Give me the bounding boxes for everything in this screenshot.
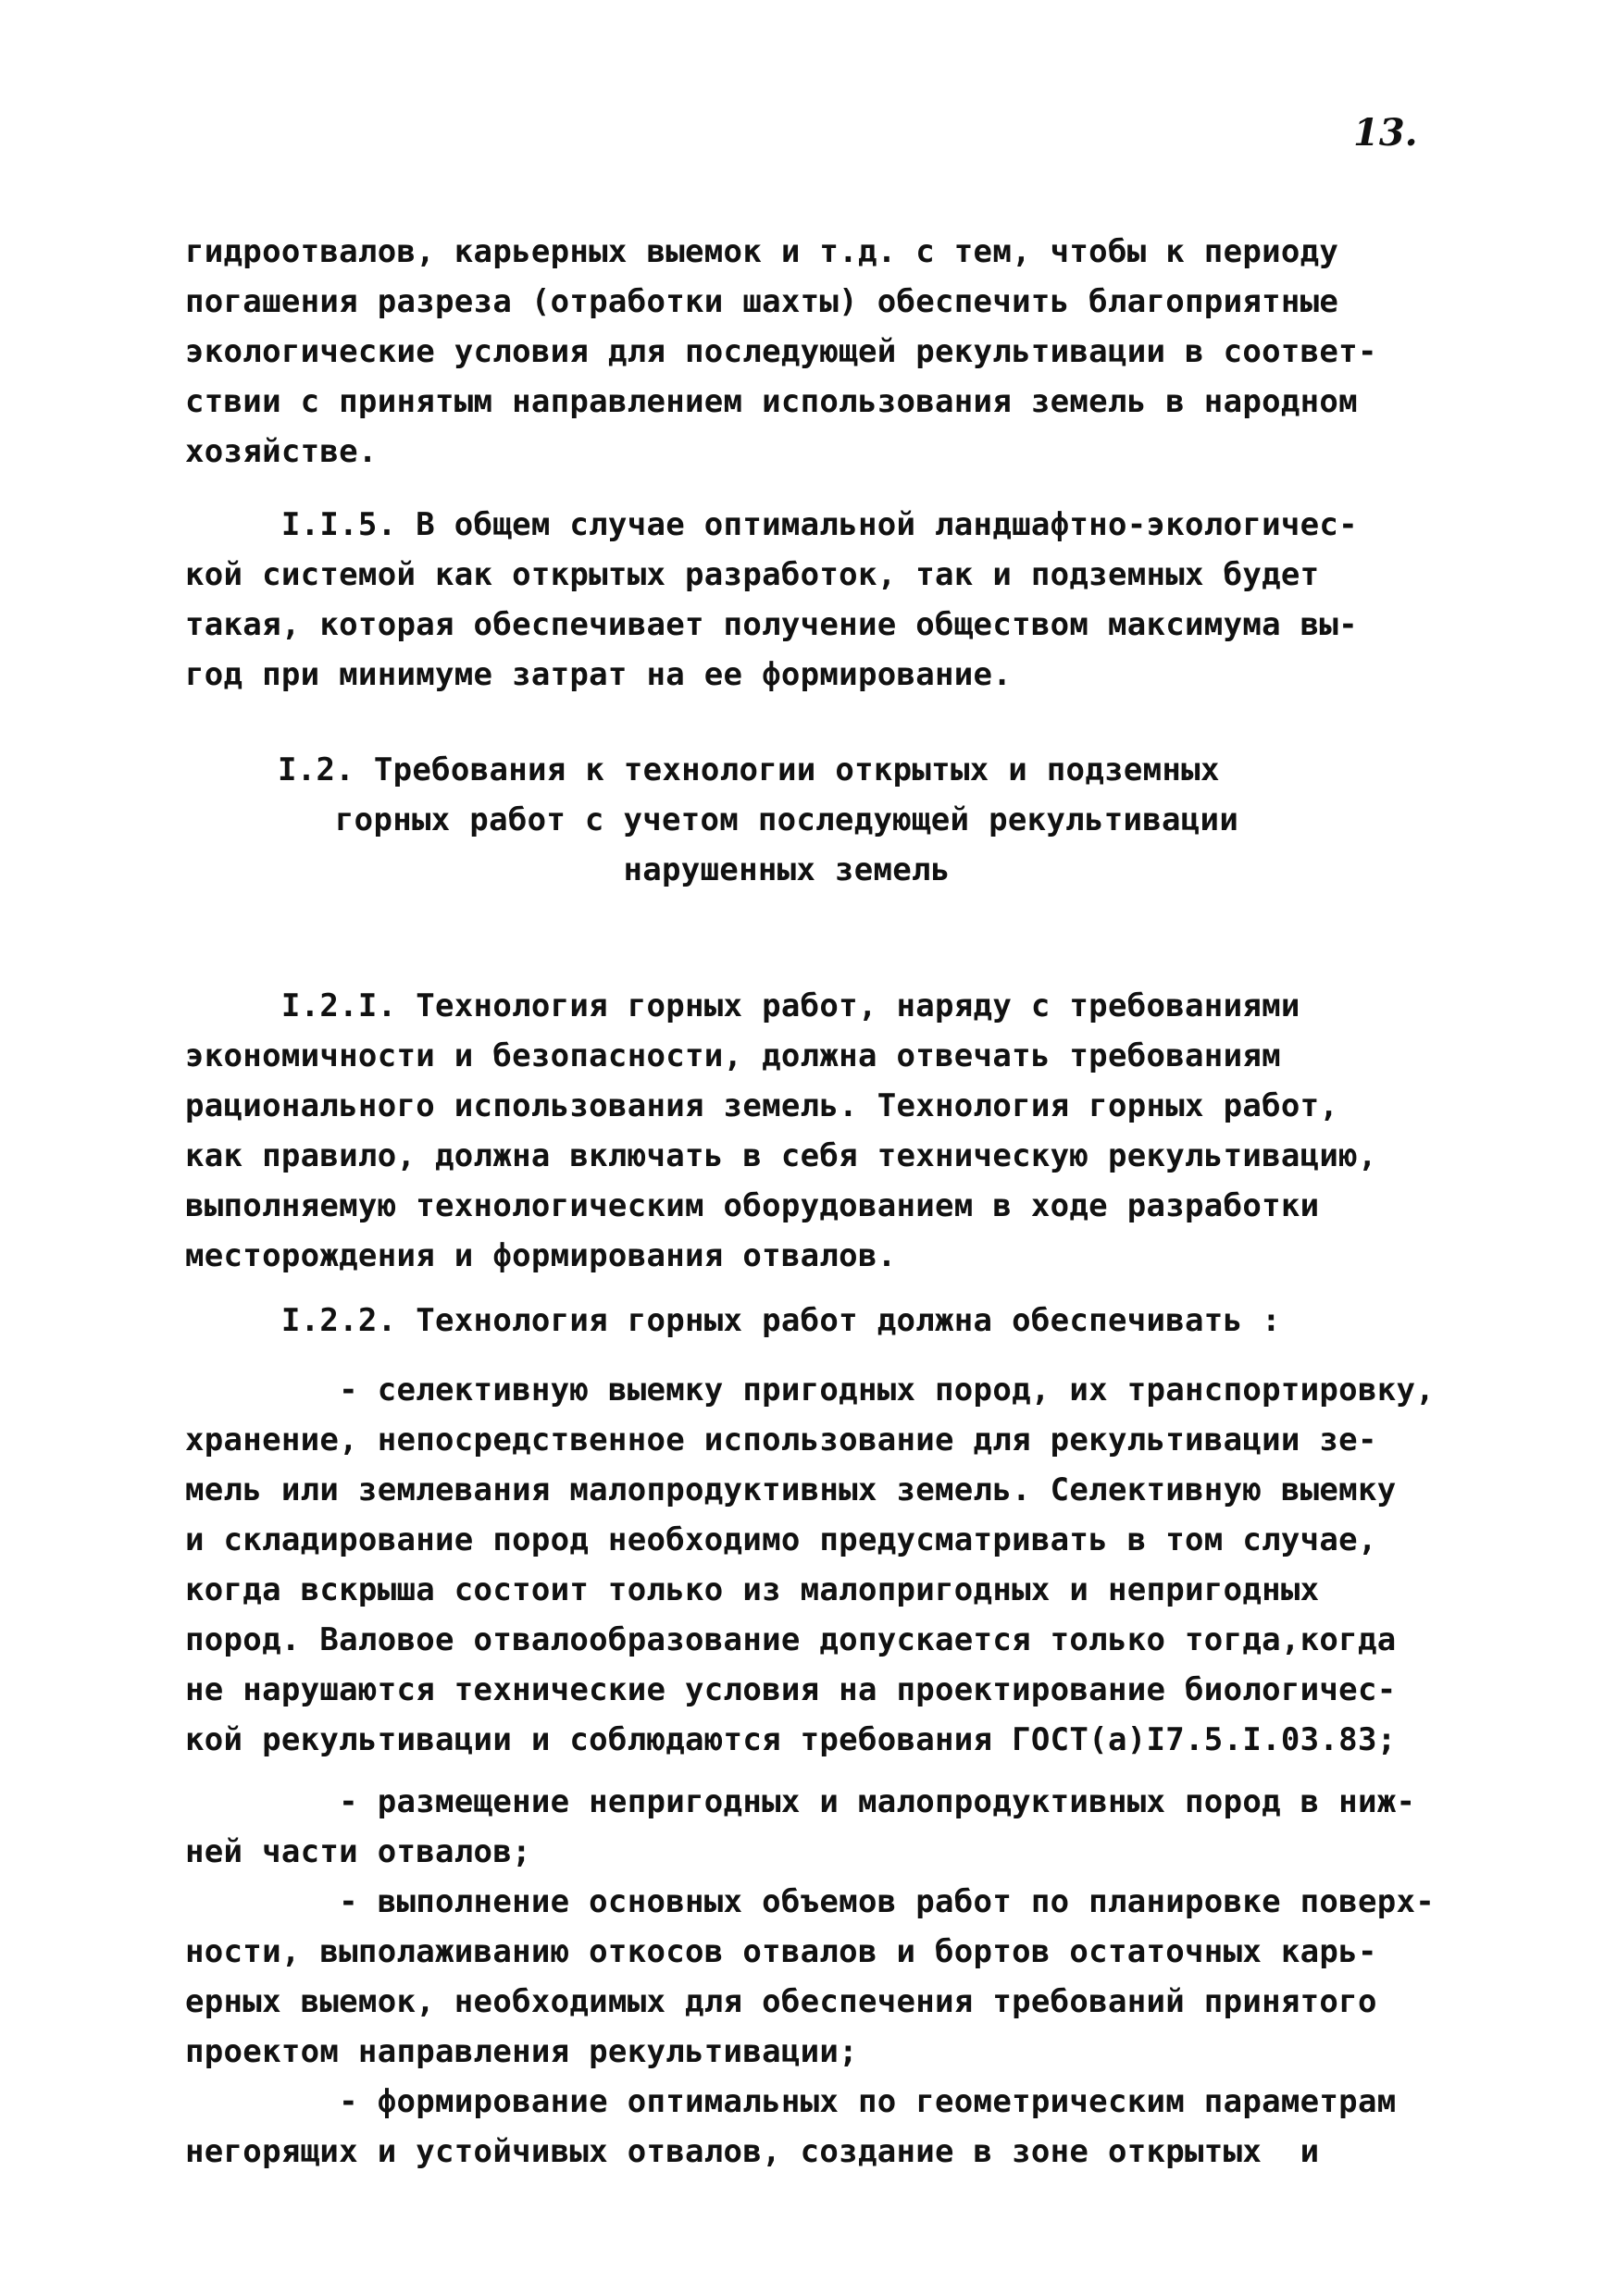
text-line: такая, которая обеспечивает получение обществом максимума вы- <box>185 606 1358 643</box>
text-line: пород. Валовое отвалообразование допускается только тогда,когда <box>185 1621 1397 1658</box>
list-item-selective-excavation <box>185 1365 1462 1765</box>
paragraph-continuation <box>185 227 1462 477</box>
paragraph-1-2-1 <box>185 981 1462 1281</box>
text-line: и складирование пород необходимо предусматривать в том случае, <box>185 1521 1377 1558</box>
text-line: - выполнение основных объемов работ по планировке поверх- <box>185 1883 1436 1920</box>
text-line: как правило, должна включать в себя техническую рекультивацию, <box>185 1137 1377 1174</box>
text-line: I.2.2. Технология горных работ должна обеспечивать : <box>185 1302 1281 1339</box>
heading-line: I.2. Требования к технологии открытых и подземных <box>278 751 1220 788</box>
text-line: проектом направления рекультивации; <box>185 2033 858 2070</box>
text-line: - селективную выемку пригодных пород, их транспортировку, <box>185 1371 1436 1409</box>
text-line: I.I.5. В общем случае оптимальной ландшафтно-экологичес- <box>185 506 1358 543</box>
text-line: выполняемую технологическим оборудованием в ходе разработки <box>185 1187 1320 1224</box>
paragraph-1-2-2 <box>185 1296 1462 1346</box>
text-line: экологические условия для последующей рекультивации в соответ- <box>185 333 1377 370</box>
text-line: ерных выемок, необходимых для обеспечения требований принятого <box>185 1983 1377 2020</box>
text-line: год при минимуме затрат на ее формирование. <box>185 656 1013 693</box>
text-line: гидроотвалов, карьерных выемок и т.д. с тем, чтобы к периоду <box>185 233 1339 270</box>
text-line: экономичности и безопасности, должна отвечать требованиям <box>185 1037 1281 1074</box>
text-line: погашения разреза (отработки шахты) обеспечить благоприятные <box>185 283 1339 320</box>
text-line: - размещение непригодных и малопродуктивных пород в ниж- <box>185 1783 1416 1820</box>
text-line: ней части отвалов; <box>185 1833 531 1870</box>
text-line: месторождения и формирования отвалов. <box>185 1237 897 1274</box>
text-line: не нарушаются технические условия на проектирование биологичес- <box>185 1671 1397 1708</box>
text-line: хозяйстве. <box>185 433 378 470</box>
text-line: хранение, непосредственное использование для рекультивации зе- <box>185 1421 1377 1458</box>
text-line: кой рекультивации и соблюдаются требования ГОСТ(а)I7.5.I.03.83; <box>185 1721 1397 1758</box>
text-line: I.2.I. Технология горных работ, наряду с требованиями <box>185 987 1300 1024</box>
text-line: - формирование оптимальных по геометрическим параметрам <box>185 2083 1397 2120</box>
paragraph-1-1-5 <box>185 500 1462 700</box>
section-heading <box>268 745 1305 895</box>
text-line: кой системой как открытых разработок, так и подземных будет <box>185 556 1320 593</box>
text-line: негорящих и устойчивых отвалов, создание в зоне открытых и <box>185 2133 1320 2170</box>
text-line: ствии с принятым направлением использования земель в народном <box>185 383 1358 420</box>
text-line: когда вскрыша состоит только из малопригодных и непригодных <box>185 1571 1320 1608</box>
heading-line: нарушенных земель <box>623 851 951 888</box>
text-line: мель или землевания малопродуктивных земель. Селективную выемку <box>185 1471 1397 1508</box>
page-number: 13. <box>1353 111 1418 155</box>
text-line: рационального использования земель. Технология горных работ, <box>185 1087 1339 1124</box>
text-line: ности, выполаживанию откосов отвалов и бортов остаточных карь- <box>185 1933 1377 1970</box>
heading-line: горных работ с учетом последующей рекультивации <box>334 801 1239 838</box>
list-items-remaining <box>185 1777 1462 2177</box>
